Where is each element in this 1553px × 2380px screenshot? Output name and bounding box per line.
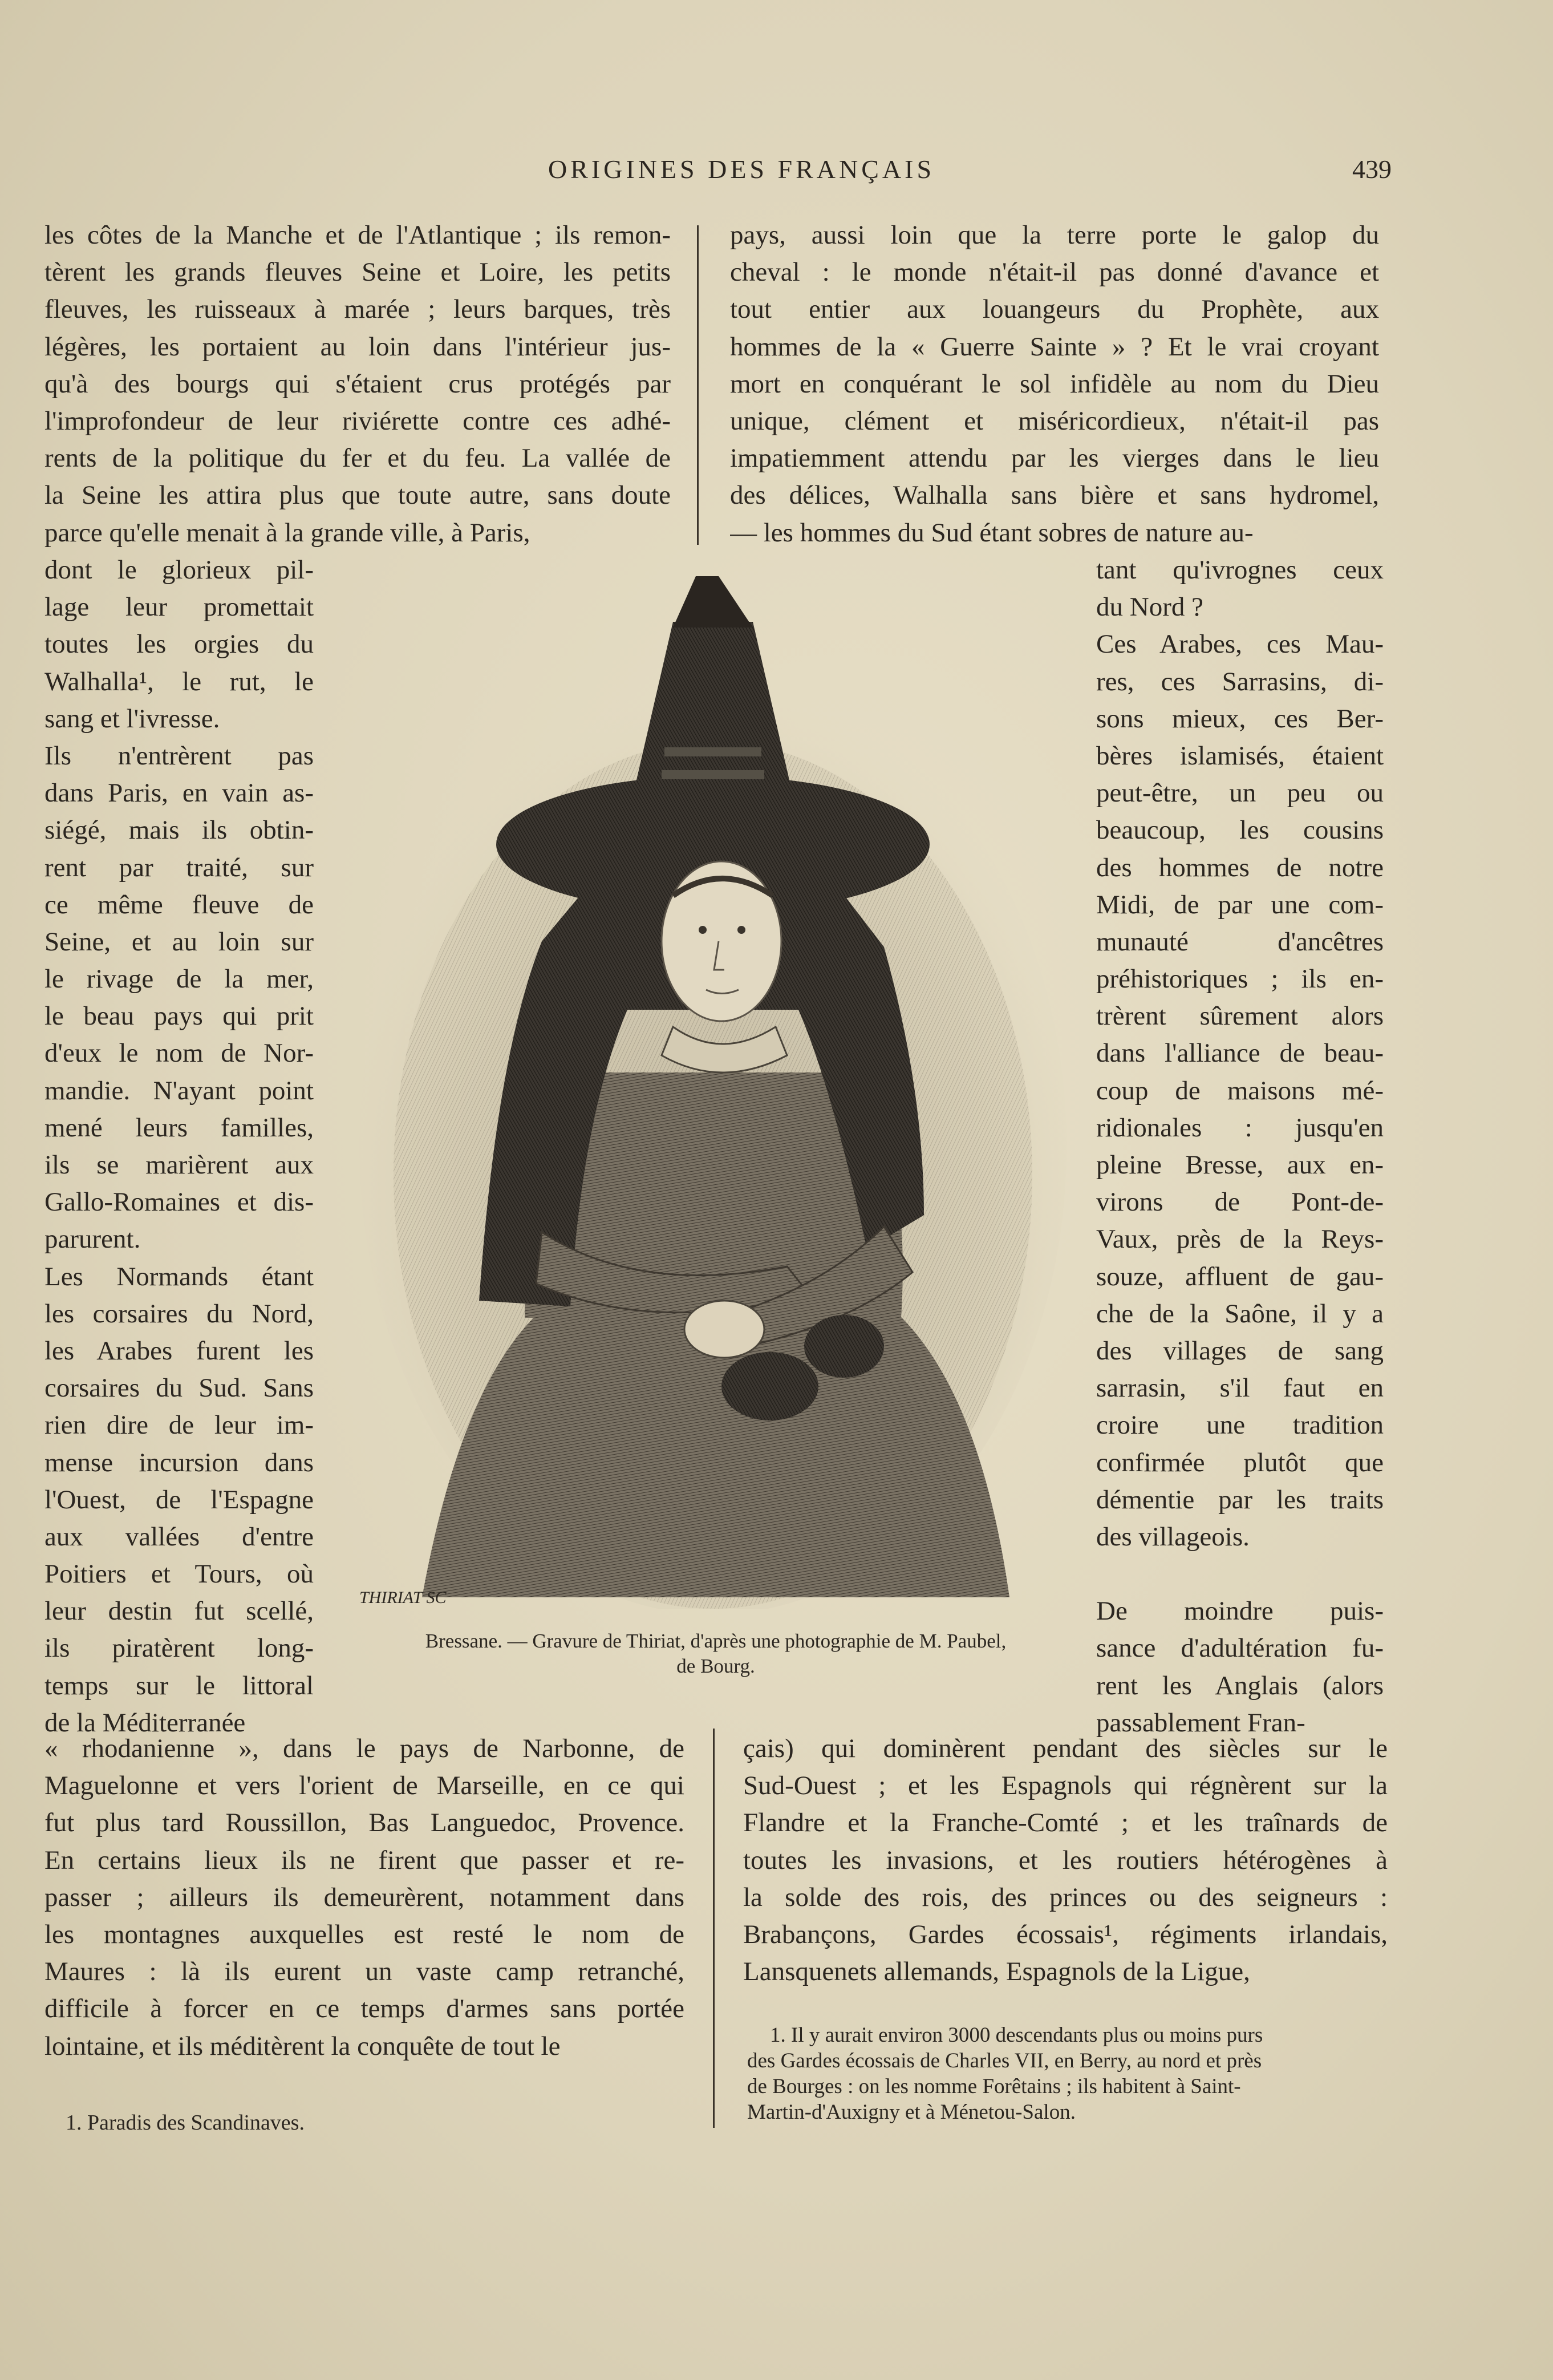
engraving-illustration [354, 576, 1072, 1609]
text-line: des délices, Walhalla sans bière et sans hydromel, [730, 480, 1379, 511]
text-line: che de la Saône, il y a [1096, 1298, 1384, 1329]
text-line: dont le glorieux pil- [44, 555, 314, 585]
text-line: coup de maisons mé- [1096, 1075, 1384, 1106]
text-line: toutes les orgies du [44, 629, 314, 659]
text-line: souze, affluent de gau- [1096, 1261, 1384, 1292]
text-line: beaucoup, les cousins [1096, 815, 1384, 845]
figure-caption [348, 1629, 1084, 1679]
text-line: l'Ouest, de l'Espagne [44, 1484, 314, 1515]
text-line: Vaux, près de la Reys- [1096, 1224, 1384, 1254]
right-footnote [747, 2022, 1389, 2125]
text-line: qu'à des bourgs qui s'étaient crus protégés par [44, 369, 671, 399]
footnote-line: Martin-d'Auxigny et à Ménetou-Salon. [747, 2100, 1076, 2124]
text-line: ils piratèrent long- [44, 1633, 314, 1663]
right-column-narrow [1096, 552, 1384, 1742]
left-column-top [44, 217, 671, 552]
text-line: démentie par les traits [1096, 1484, 1384, 1515]
text-line: hommes de la « Guerre Sainte » ? Et le vrai croyant [730, 331, 1379, 362]
text-line: impatiemment attendu par les vierges dans le lieu [730, 443, 1379, 473]
text-line: De moindre puis- [1096, 1596, 1384, 1626]
text-line: toutes les invasions, et les routiers hétérogènes à [743, 1845, 1388, 1875]
text-line: mandie. N'ayant point [44, 1075, 314, 1106]
text-line: croire une tradition [1096, 1410, 1384, 1440]
text-line: rents de la politique du fer et du feu. La vallée de [44, 443, 671, 473]
text-line: sons mieux, ces Ber- [1096, 703, 1384, 734]
text-line: ridionales : jusqu'en [1096, 1112, 1384, 1143]
text-line: bères islamisés, étaient [1096, 740, 1384, 771]
text-line: le beau pays qui prit [44, 1001, 314, 1031]
text-line: — les hommes du Sud étant sobres de nature au- [730, 517, 1254, 548]
left-footnote: 1. Paradis des Scandinaves. [66, 2111, 305, 2135]
text-line: la solde des rois, des princes ou des seigneurs : [743, 1882, 1388, 1912]
text-line: l'improfondeur de leur riviérette contre ces adhé- [44, 406, 671, 436]
text-line: Sud-Ouest ; et les Espagnols qui régnèrent sur la [743, 1771, 1388, 1801]
text-line: des hommes de notre [1096, 852, 1384, 883]
text-line: Ces Arabes, ces Mau- [1096, 629, 1384, 659]
text-line: tant qu'ivrognes ceux [1096, 555, 1384, 585]
text-line: de la Méditerranée [44, 1707, 246, 1738]
column-rule-top [697, 225, 699, 545]
footnote-line: de Bourges : on les nomme Forêtains ; ils habitent à Saint- [747, 2075, 1241, 2098]
text-line: Lansquenets allemands, Espagnols de la Ligue, [743, 1957, 1250, 1987]
text-line: siégé, mais ils obtin- [44, 815, 314, 845]
text-line: des villageois. [1096, 1521, 1250, 1552]
text-line: les corsaires du Nord, [44, 1298, 314, 1329]
text-line: les montagnes auxquelles est resté le nom de [44, 1919, 684, 1949]
text-line: dans l'alliance de beau- [1096, 1038, 1384, 1068]
footnote-line: des Gardes écossais de Charles VII, en Berry, au nord et près [747, 2049, 1262, 2073]
text-line: le rivage de la mer, [44, 964, 314, 994]
text-line: parurent. [44, 1224, 141, 1254]
text-line: rent les Anglais (alors [1096, 1670, 1384, 1701]
text-line: tèrent les grands fleuves Seine et Loire, les petits [44, 257, 671, 288]
text-line: munauté d'ancêtres [1096, 926, 1384, 957]
text-line: Brabançons, Gardes écossais¹, régiments irlandais, [743, 1919, 1388, 1949]
text-line: ils se marièrent aux [44, 1150, 314, 1180]
right-column-bottom [743, 1730, 1388, 1990]
text-line: Flandre et la Franche-Comté ; et les traînards de [743, 1808, 1388, 1838]
text-line: aux vallées d'entre [44, 1521, 314, 1552]
text-line: pleine Bresse, aux en- [1096, 1150, 1384, 1180]
text-line: Gallo-Romaines et dis- [44, 1187, 314, 1217]
text-line: passablement Fran- [1096, 1707, 1305, 1738]
text-line: Ils n'entrèrent pas [44, 740, 314, 771]
text-line: dans Paris, en vain as- [44, 778, 314, 808]
text-line: trèrent sûrement alors [1096, 1001, 1384, 1031]
left-column-narrow [44, 552, 314, 1742]
text-line: peut-être, un peu ou [1096, 778, 1384, 808]
text-line: unique, clément et miséricordieux, n'était-il pas [730, 406, 1379, 436]
woman-in-bressane-costume-image [354, 576, 1072, 1609]
caption-line-1: Bressane. — Gravure de Thiriat, d'après une photographie de M. Paubel, [425, 1630, 1007, 1652]
text-line: fut plus tard Roussillon, Bas Languedoc, Provence. [44, 1808, 684, 1838]
text-line: difficile à forcer en ce temps d'armes sans portée [44, 1994, 684, 2024]
text-line: mené leurs familles, [44, 1112, 314, 1143]
text-line: « rhodanienne », dans le pays de Narbonne, de [44, 1734, 684, 1763]
text-line: passer ; ailleurs ils demeurèrent, notamment dans [44, 1882, 684, 1912]
text-line: Midi, de par une com- [1096, 889, 1384, 920]
text-line: parce qu'elle menait à la grande ville, à Paris, [44, 517, 530, 548]
text-line: Poitiers et Tours, où [44, 1559, 314, 1589]
text-line: mort en conquérant le sol infidèle au nom du Dieu [730, 369, 1379, 399]
column-rule-bottom [713, 1729, 715, 2128]
text-line: fleuves, les ruisseaux à marée ; leurs barques, très [44, 294, 671, 325]
text-line: rien dire de leur im- [44, 1410, 314, 1440]
text-line: confirmée plutôt que [1096, 1447, 1384, 1478]
text-line: lointaine, et ils méditèrent la conquête de tout le [44, 2031, 561, 2061]
text-line: lage leur promettait [44, 592, 314, 622]
text-line: En certains lieux ils ne firent que passer et re- [44, 1845, 684, 1875]
engraver-signature: THIRIAT SC [359, 1588, 447, 1607]
text-line: virons de Pont-de- [1096, 1187, 1384, 1217]
text-line: Les Normands étant [44, 1261, 314, 1292]
text-line: la Seine les attira plus que toute autre, sans doute [44, 480, 671, 511]
text-line: leur destin fut scellé, [44, 1596, 314, 1626]
text-line [1096, 1556, 1384, 1593]
right-column-top [730, 217, 1379, 552]
text-line: d'eux le nom de Nor- [44, 1038, 314, 1068]
left-column-bottom [44, 1730, 684, 2065]
text-line: çais) qui dominèrent pendant des siècles sur le [743, 1734, 1388, 1763]
text-line: sance d'adultération fu- [1096, 1633, 1384, 1663]
text-line: temps sur le littoral [44, 1670, 314, 1701]
text-line: tout entier aux louangeurs du Prophète, aux [730, 294, 1379, 325]
caption-line-2: de Bourg. [676, 1655, 755, 1677]
text-line: des villages de sang [1096, 1335, 1384, 1366]
text-line: du Nord ? [1096, 592, 1203, 622]
text-line: mense incursion dans [44, 1447, 314, 1478]
text-line: corsaires du Sud. Sans [44, 1373, 314, 1403]
running-header: ORIGINES DES FRANÇAIS [548, 155, 935, 184]
text-line: légères, les portaient au loin dans l'intérieur jus- [44, 331, 671, 362]
text-line: ce même fleuve de [44, 889, 314, 920]
text-line: sang et l'ivresse. [44, 703, 220, 734]
text-line: cheval : le monde n'était-il pas donné d'avance et [730, 257, 1379, 288]
text-line: sarrasin, s'il faut en [1096, 1373, 1384, 1403]
footnote-line: 1. Il y aurait environ 3000 descendants plus ou moins purs [770, 2023, 1263, 2047]
text-line: Seine, et au loin sur [44, 926, 314, 957]
text-line: préhistoriques ; ils en- [1096, 964, 1384, 994]
text-line: res, ces Sarrasins, di- [1096, 666, 1384, 697]
text-line: pays, aussi loin que la terre porte le galop du [730, 220, 1379, 250]
text-line: rent par traité, sur [44, 852, 314, 883]
text-line: les côtes de la Manche et de l'Atlantique ; ils remon- [44, 220, 671, 250]
text-line: les Arabes furent les [44, 1335, 314, 1366]
text-line: Walhalla¹, le rut, le [44, 666, 314, 697]
text-line: Maguelonne et vers l'orient de Marseille, en ce qui [44, 1771, 684, 1801]
text-line: Maures : là ils eurent un vaste camp retranché, [44, 1957, 684, 1987]
page-number: 439 [1352, 155, 1392, 184]
